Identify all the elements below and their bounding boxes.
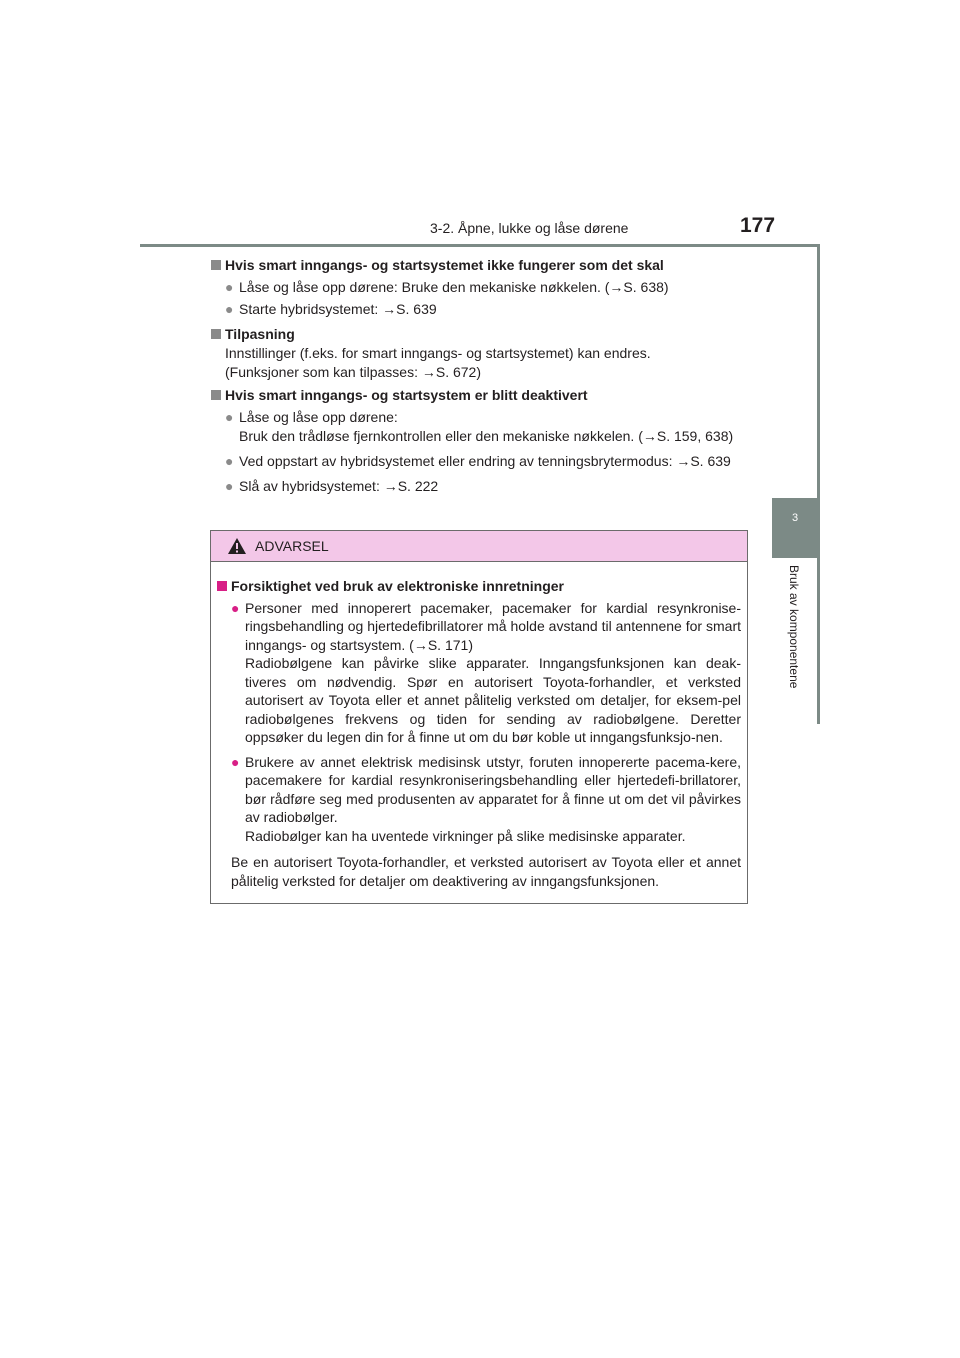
bullet-icon: ● <box>225 279 234 295</box>
warning-closing: Be en autorisert Toyota-forhandler, et verksted autorisert av Toyota eller et annet pålitelig verksted for detaljer om deaktivering av inngangsfunksjonen. <box>231 854 741 889</box>
list-item: ● Låse og låse opp dørene: Bruk den trådløse fjernkontrollen eller den mekaniske nøkkelen. (→S. 159, 638) <box>225 409 734 444</box>
list-item: ● Ved oppstart av hybridsystemet eller endring av tenningsbrytermodus: →S. 639 <box>225 453 731 469</box>
warning-heading: Forsiktighet ved bruk av elektroniske innretninger <box>217 577 741 596</box>
section-heading: Hvis smart inngangs- og startsystemet ikke fungerer som det skal <box>211 256 751 275</box>
bullet-icon: ● <box>225 301 234 317</box>
bullet-icon: ● <box>231 599 240 616</box>
header-divider <box>140 244 818 247</box>
page-number: 177 <box>740 214 776 237</box>
warning-title: ADVARSEL <box>255 538 329 554</box>
section-heading: Hvis smart inngangs- og startsystem er blitt deaktivert <box>211 386 751 405</box>
section-heading: Tilpasning <box>211 325 751 344</box>
list-item: ● Starte hybridsystemet: →S. 639 <box>225 301 437 317</box>
warning-triangle-icon <box>227 537 247 555</box>
bullet-icon: ● <box>231 753 240 770</box>
warning-body <box>211 562 747 890</box>
list-item: ● Slå av hybridsystemet: →S. 222 <box>225 478 439 494</box>
warning-header <box>211 531 747 562</box>
section-header: 3-2. Åpne, lukke og låse dørene <box>430 220 629 236</box>
warning-item: ● Personer med innoperert pacemaker, pacemaker for kardial resynkronise-ringsbehandling og hjertedefibrillatorer må holde avstand til antennene for smart inngangs- og startsystem. (→S. 171) Radiobølgene kan påvirke slike apparater. Inngangsfunksjonen kan deak-tiveres om nødvendig. Spør en autorisert Toyota-forhandler, et verksted autorisert av Toyota eller et annet pålitelig verksted om detaljer, for eksem-pel radiobølgenes frekvens og tiden for sending av radiobølgene. Deretter oppsøker du legen din for å finne ut om du bør koble ut inngangsfunksjo-nen. <box>231 599 741 745</box>
side-divider <box>817 244 820 724</box>
paragraph: Innstillinger (f.eks. for smart inngangs- og startsystemet) kan endres. (Funksjoner som kan tilpasses: →S. 672) <box>225 345 651 380</box>
warning-box <box>210 530 748 904</box>
warning-item: ● Brukere av annet elektrisk medisinsk utstyr, foruten innopererte pacema-kere, pacemakere for kardial resynkroniseringsbehandling eller hjertedefi-brillatorer, bør rådføre seg med produsenten av apparatet for å finne ut om det vil påvirkes av radiobølger. Radiobølger kan ha uventede virkninger på slike medisinske apparater. <box>231 753 741 844</box>
bullet-icon: ● <box>225 409 234 425</box>
list-item: ● Låse og låse opp dørene: Bruke den mekaniske nøkkelen. (→S. 638) <box>225 279 669 295</box>
bullet-icon: ● <box>225 453 234 469</box>
bullet-icon: ● <box>225 478 234 494</box>
chapter-tab: 3 <box>772 498 818 558</box>
chapter-label: Bruk av komponentene <box>787 565 801 689</box>
main-content <box>211 253 751 496</box>
